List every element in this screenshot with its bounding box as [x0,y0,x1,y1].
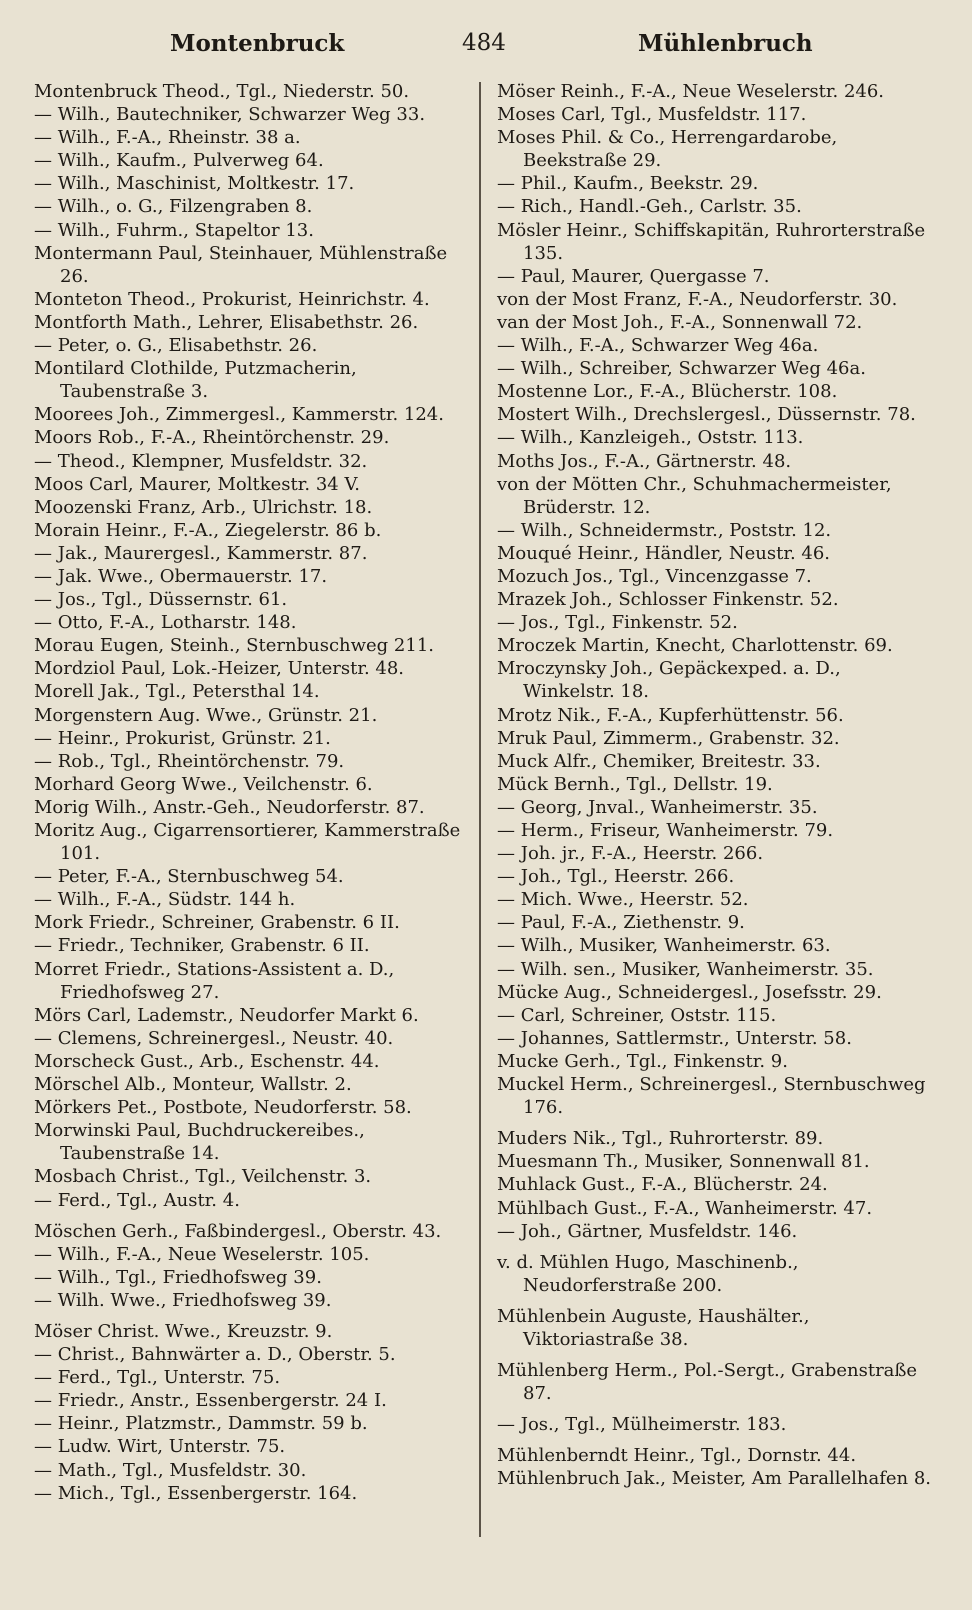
directory-entry: — Math., Tgl., Musfeldstr. 30. [34,1459,307,1481]
directory-entry: von der Most Franz, F.-A., Neudorferstr. 30. [497,288,898,310]
directory-entry: Montilard Clothilde, Putzmacherin, Taubenstraße 3. [34,358,357,403]
directory-entry: — Jak. Wwe., Obermauerstr. 17. [34,565,328,587]
left-column [34,80,470,1505]
directory-entry: — Georg, Jnval., Wanheimerstr. 35. [497,796,818,818]
directory-entry: — Joh., Tgl., Heerstr. 266. [497,866,735,888]
directory-entry: — Jos., Tgl., Finkenstr. 52. [497,612,738,634]
directory-entry: — Heinr., Prokurist, Grünstr. 21. [34,727,331,749]
directory-entry: — Christ., Bahnwärter a. D., Oberstr. 5. [34,1344,396,1366]
directory-entry: — Heinr., Platzmstr., Dammstr. 59 b. [34,1413,368,1435]
directory-entry: Mücke Aug., Schneidergesl., Josefsstr. 29. [497,981,882,1003]
directory-entry: Mouqué Heinr., Händler, Neustr. 46. [497,542,831,564]
directory-entry: — Theod., Klempner, Musfeldstr. 32. [34,450,368,472]
directory-entry: — Wilh., F.-A., Südstr. 144 h. [34,889,296,911]
directory-entry: Moses Phil. & Co., Herrengardarobe, Beekstraße 29. [497,127,838,172]
directory-entry: — Paul, Maurer, Quergasse 7. [497,265,770,287]
directory-entry: — Phil., Kaufm., Beekstr. 29. [497,173,759,195]
directory-entry: — Rob., Tgl., Rheintörchenstr. 79. [34,750,345,772]
directory-entry: Möser Reinh., F.-A., Neue Weselerstr. 246. [497,81,885,102]
directory-entry: — Johannes, Sattlermstr., Unterstr. 58. [497,1027,852,1049]
directory-entry: — Wilh., Kanzleigeh., Oststr. 113. [497,427,804,449]
directory-entry: — Mich., Tgl., Essenbergerstr. 164. [34,1482,358,1504]
directory-entry: Möser Christ. Wwe., Kreuzstr. 9. [34,1320,333,1342]
directory-entry: Morhard Georg Wwe., Veilchenstr. 6. [34,773,373,795]
directory-entry: — Wilh., Maschinist, Moltkestr. 17. [34,173,355,195]
directory-entry: — Peter, o. G., Elisabethstr. 26. [34,335,318,357]
directory-entry: von der Mötten Chr., Schuhmachermeister, Brüderstr. 12. [497,473,892,518]
directory-entry: Morell Jak., Tgl., Petersthal 14. [34,681,320,703]
directory-entry: Mozuch Jos., Tgl., Vincenzgasse 7. [497,565,812,587]
directory-entry: Morret Friedr., Stations-Assistent a. D., Friedhofsweg 27. [34,958,395,1003]
column-divider [479,82,481,1537]
directory-entry: Muders Nik., Tgl., Ruhrorterstr. 89. [497,1128,824,1150]
directory-entry: — Peter, F.-A., Sternbuschweg 54. [34,866,344,888]
directory-entry: — Wilh., o. G., Filzengraben 8. [34,196,313,218]
directory-entry: — Wilh., Tgl., Friedhofsweg 39. [34,1266,322,1288]
directory-entry: — Wilh. sen., Musiker, Wanheimerstr. 35. [497,958,874,980]
header-last-name: Mühlenbruch [638,30,813,57]
directory-entry: — Friedr., Techniker, Grabenstr. 6 II. [34,935,370,957]
right-column [497,80,937,1491]
directory-entry: Morwinski Paul, Buchdruckereibes., Taubenstraße 14. [34,1120,365,1165]
directory-entry: Montforth Math., Lehrer, Elisabethstr. 26. [34,311,419,333]
directory-entry: Moritz Aug., Cigarrensortierer, Kammerstraße 101. [34,820,461,865]
page-header [0,30,972,70]
directory-entry: — Ferd., Tgl., Austr. 4. [34,1189,240,1211]
directory-entry: — Rich., Handl.-Geh., Carlstr. 35. [497,196,802,218]
directory-entry: Moses Carl, Tgl., Musfeldstr. 117. [497,104,807,126]
directory-entry: Mühlenbruch Jak., Meister, Am Parallelhafen 8. [497,1468,931,1490]
directory-entry: — Wilh., F.-A., Schwarzer Weg 46a. [497,335,819,357]
directory-entry: Mosbach Christ., Tgl., Veilchenstr. 3. [34,1166,372,1188]
directory-entry: — Wilh., F.-A., Neue Weselerstr. 105. [34,1243,370,1265]
directory-entry: — Wilh., Fuhrm., Stapeltor 13. [34,219,314,241]
directory-entry: Moors Rob., F.-A., Rheintörchenstr. 29. [34,427,390,449]
directory-entry: — Ludw. Wirt, Unterstr. 75. [34,1436,286,1458]
directory-entry: Moos Carl, Maurer, Moltkestr. 34 V. [34,473,361,495]
directory-entry: Muck Alfr., Chemiker, Breitestr. 33. [497,750,821,772]
directory-entry: — Wilh., Kaufm., Pulverweg 64. [34,150,324,172]
directory-entry: — Jak., Maurergesl., Kammerstr. 87. [34,542,368,564]
directory-entry: — Carl, Schreiner, Oststr. 115. [497,1004,777,1026]
directory-entry: Mörs Carl, Lademstr., Neudorfer Markt 6. [34,1004,419,1026]
directory-entry: Muckel Herm., Schreinergesl., Sternbuschweg 176. [497,1074,926,1119]
directory-entry: Mroczek Martin, Knecht, Charlottenstr. 69. [497,635,893,657]
directory-entry: Mösler Heinr., Schiffskapitän, Ruhrorterstraße 135. [497,219,926,264]
directory-entry: Mühlbach Gust., F.-A., Wanheimerstr. 47. [497,1197,873,1219]
directory-entry: — Wilh., Schneidermstr., Poststr. 12. [497,519,832,541]
directory-entry: Muhlack Gust., F.-A., Blücherstr. 24. [497,1174,828,1196]
directory-entry: Mörkers Pet., Postbote, Neudorferstr. 58. [34,1097,412,1119]
directory-entry: — Jos., Tgl., Mülheimerstr. 183. [497,1414,787,1436]
directory-entry: — Herm., Friseur, Wanheimerstr. 79. [497,820,834,841]
directory-entry: — Joh. jr., F.-A., Heerstr. 266. [497,843,764,865]
directory-entry: — Joh., Gärtner, Musfeldstr. 146. [497,1220,798,1242]
directory-entry: — Otto, F.-A., Lotharstr. 148. [34,612,297,634]
directory-entry: — Jos., Tgl., Düssernstr. 61. [34,589,288,611]
directory-entry: van der Most Joh., F.-A., Sonnenwall 72. [497,311,863,333]
directory-entry: Morig Wilh., Anstr.-Geh., Neudorferstr. 87. [34,796,425,818]
page-number: 484 [462,30,506,56]
directory-entry: Monteton Theod., Prokurist, Heinrichstr. 4. [34,288,430,310]
directory-entry: — Mich. Wwe., Heerstr. 52. [497,889,749,911]
directory-entry: — Wilh. Wwe., Friedhofsweg 39. [34,1289,332,1311]
directory-entry: — Clemens, Schreinergesl., Neustr. 40. [34,1027,394,1049]
directory-entry: — Wilh., Bautechniker, Schwarzer Weg 33. [34,104,426,126]
directory-entry: Mucke Gerh., Tgl., Finkenstr. 9. [497,1050,788,1072]
directory-entry: Mörschel Alb., Monteur, Wallstr. 2. [34,1074,352,1096]
directory-entry: — Wilh., Schreiber, Schwarzer Weg 46a. [497,358,866,380]
header-first-name: Montenbruck [170,30,345,57]
directory-entry: Morau Eugen, Steinh., Sternbuschweg 211. [34,635,435,657]
directory-entry: Mühlenberndt Heinr., Tgl., Dornstr. 44. [497,1445,857,1467]
directory-entry: Muesmann Th., Musiker, Sonnenwall 81. [497,1151,870,1173]
directory-entry: Möschen Gerh., Faßbindergesl., Oberstr. 43. [34,1220,442,1242]
directory-entry: v. d. Mühlen Hugo, Maschinenb., Neudorferstraße 200. [497,1251,799,1296]
directory-entry: Mühlenberg Herm., Pol.-Sergt., Grabenstraße 87. [497,1360,918,1405]
directory-entry: Mück Bernh., Tgl., Dellstr. 19. [497,773,773,795]
directory-entry: Montermann Paul, Steinhauer, Mühlenstraße 26. [34,242,448,287]
directory-entry: — Ferd., Tgl., Unterstr. 75. [34,1367,281,1389]
directory-entry: Mork Friedr., Schreiner, Grabenstr. 6 II. [34,912,400,934]
directory-entry: Mostenne Lor., F.-A., Blücherstr. 108. [497,381,838,403]
directory-entry: Mruk Paul, Zimmerm., Grabenstr. 32. [497,727,840,749]
directory-entry: — Paul, F.-A., Ziethenstr. 9. [497,912,745,934]
directory-entry: Mostert Wilh., Drechslergesl., Düssernstr. 78. [497,404,916,426]
directory-entry: Moths Jos., F.-A., Gärtnerstr. 48. [497,450,792,472]
directory-entry: Montenbruck Theod., Tgl., Niederstr. 50. [34,81,410,102]
directory-entry: — Friedr., Anstr., Essenbergerstr. 24 I. [34,1390,387,1412]
directory-entry: Morain Heinr., F.-A., Ziegelerstr. 86 b. [34,519,382,541]
directory-entry: Morgenstern Aug. Wwe., Grünstr. 21. [34,704,378,726]
directory-entry: Morscheck Gust., Arb., Eschenstr. 44. [34,1050,380,1072]
directory-entry: Mordziol Paul, Lok.-Heizer, Unterstr. 48. [34,658,405,680]
directory-entry: Mroczynsky Joh., Gepäckexped. a. D., Winkelstr. 18. [497,658,841,703]
directory-entry: — Wilh., Musiker, Wanheimerstr. 63. [497,935,831,957]
directory-entry: — Wilh., F.-A., Rheinstr. 38 a. [34,127,301,149]
directory-entry: Moozenski Franz, Arb., Ulrichstr. 18. [34,496,373,518]
directory-entry: Mühlenbein Auguste, Haushälter., Viktoriastraße 38. [497,1305,810,1350]
directory-entry: Moorees Joh., Zimmergesl., Kammerstr. 124. [34,404,444,426]
directory-entry: Mrotz Nik., F.-A., Kupferhüttenstr. 56. [497,704,844,726]
directory-entry: Mrazek Joh., Schlosser Finkenstr. 52. [497,589,839,611]
